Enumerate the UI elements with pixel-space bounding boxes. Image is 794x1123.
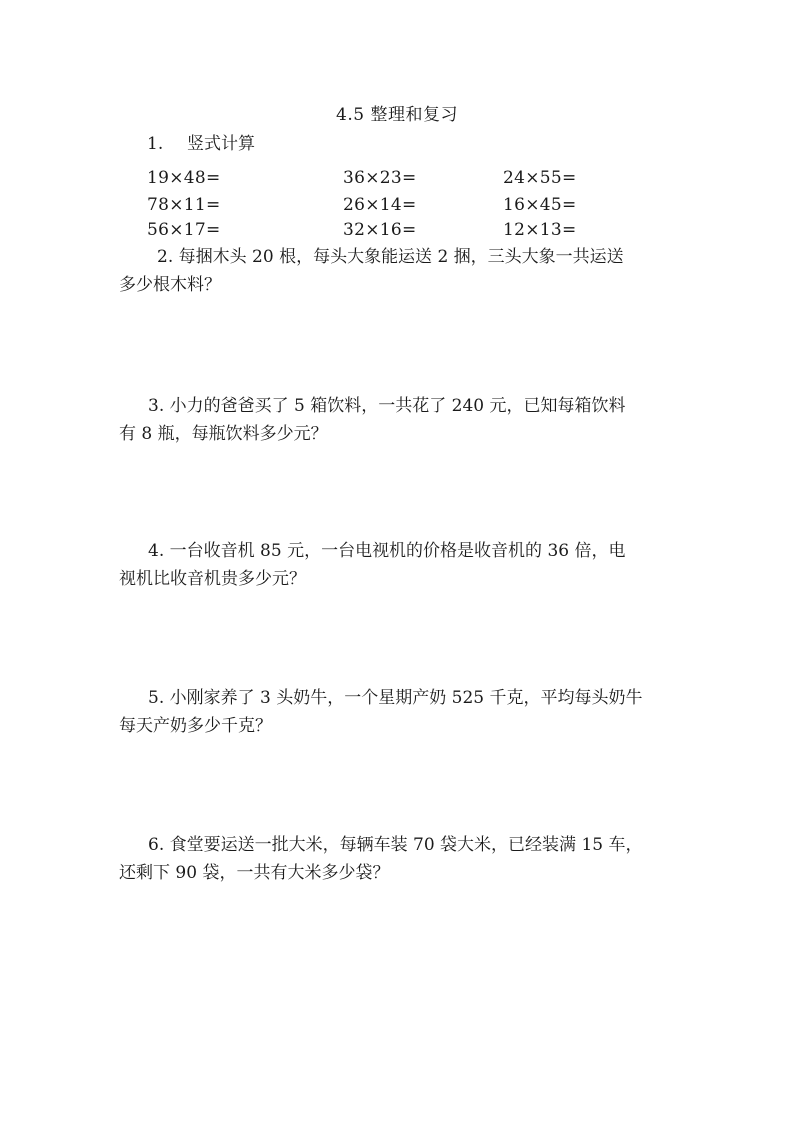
word-problem-line: 6. 食堂要运送一批大米，每辆车装 70 袋大米，已经装满 15 车， [148, 835, 643, 855]
calc-problem: 24×55= [503, 168, 577, 188]
word-problem-2 [119, 243, 675, 299]
calc-problem: 32×16= [343, 220, 417, 240]
section-1-title: 竖式计算 [187, 134, 255, 154]
word-problem-line: 视机比收音机贵多少元？ [119, 569, 306, 589]
calc-problem: 36×23= [343, 168, 417, 188]
calc-problem: 16×45= [503, 195, 577, 215]
word-problem-line: 2. 每捆木头 20 根，每头大象能运送 2 捆，三头大象一共运送 [157, 247, 624, 267]
word-problem-line: 每天产奶多少千克？ [119, 716, 272, 736]
word-problem-6 [119, 831, 675, 887]
word-problem-5 [119, 684, 675, 740]
calc-problem: 56×17= [147, 220, 221, 240]
word-problem-line: 有 8 瓶，每瓶饮料多少元？ [119, 424, 328, 444]
calc-problem: 26×14= [343, 195, 417, 215]
word-problem-line: 4. 一台收音机 85 元，一台电视机的价格是收音机的 36 倍，电 [148, 541, 626, 561]
word-problem-3 [119, 392, 675, 448]
word-problem-line: 多少根木料？ [119, 275, 221, 295]
word-problem-4 [119, 537, 675, 593]
calc-problem: 78×11= [147, 195, 221, 215]
calc-problem: 12×13= [503, 220, 577, 240]
section-1-number: 1. [147, 134, 164, 154]
calc-problem: 19×48= [147, 168, 221, 188]
page-title: 4.5 整理和复习 [336, 105, 458, 125]
section-1-heading [147, 129, 255, 154]
word-problem-line: 还剩下 90 袋，一共有大米多少袋？ [119, 863, 390, 883]
word-problem-line: 5. 小刚家养了 3 头奶牛，一个星期产奶 525 千克，平均每头奶牛 [148, 688, 643, 708]
word-problem-line: 3. 小力的爸爸买了 5 箱饮料，一共花了 240 元，已知每箱饮料 [148, 396, 626, 416]
